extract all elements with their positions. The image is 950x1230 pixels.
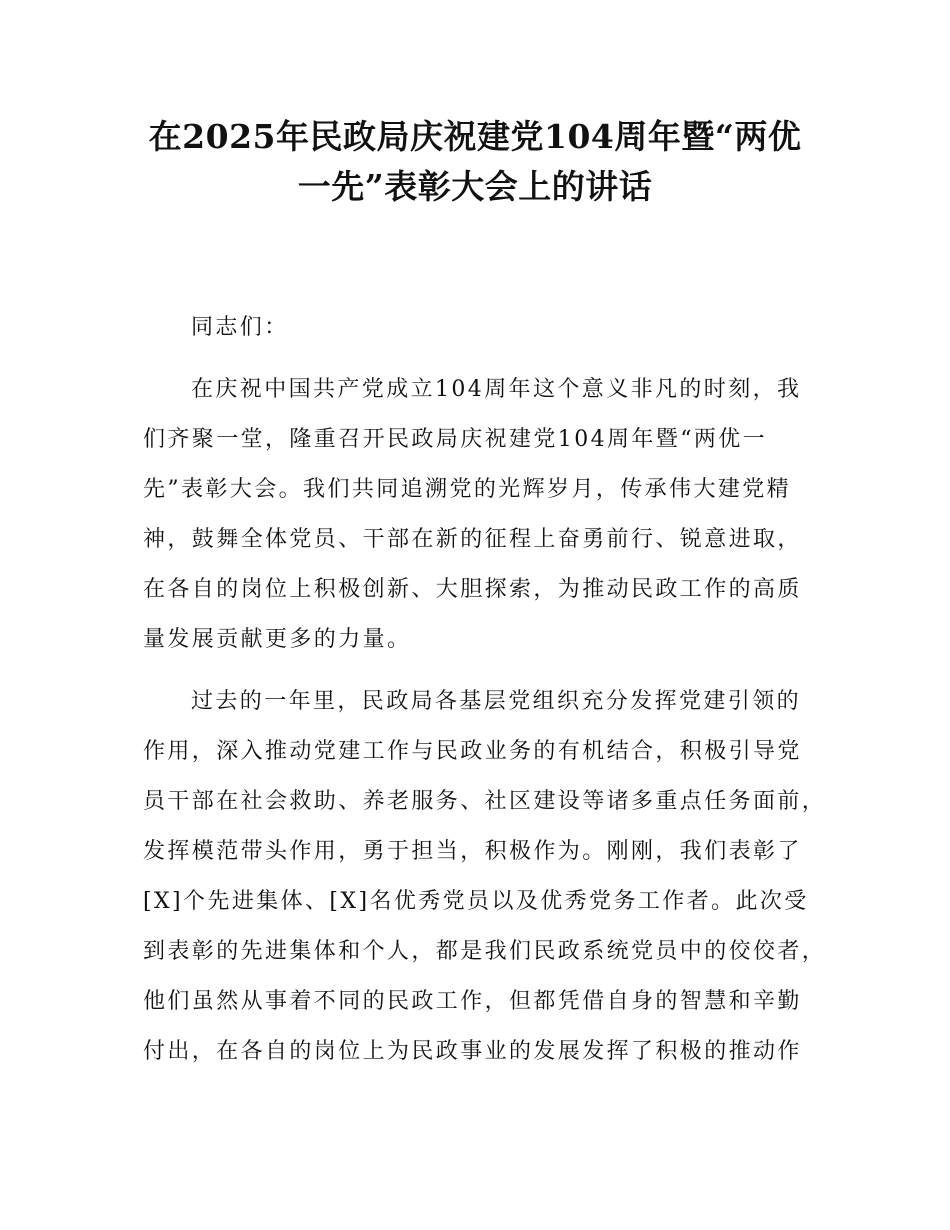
paragraph-line: 到表彰的先进集体和个人，都是我们民政系统党员中的佼佼者， bbox=[143, 939, 827, 964]
paragraph-gap bbox=[143, 356, 829, 368]
document-body bbox=[143, 306, 829, 1080]
paragraph-line: 们齐聚一堂，隆重召开民政局庆祝建党104周年暨“两优一 bbox=[143, 427, 768, 452]
paragraph-line: 员干部在社会救助、养老服务、社区建设等诸多重点任务面前， bbox=[143, 789, 827, 814]
paragraph-2 bbox=[143, 680, 829, 1080]
paragraph-line: 付出，在各自的岗位上为民政事业的发展发挥了积极的推动作 bbox=[143, 1039, 802, 1064]
paragraph-line: 发挥模范带头作用，勇于担当，积极作为。刚刚，我们表彰了 bbox=[143, 839, 802, 864]
title-line-1: 在2025年民政局庆祝建党104周年暨“两优 bbox=[148, 117, 802, 156]
paragraph-line: 先”表彰大会。我们共同追溯党的光辉岁月，传承伟大建党精 bbox=[143, 477, 792, 502]
paragraph-line: 作用，深入推动党建工作与民政业务的有机结合，积极引导党 bbox=[143, 739, 802, 764]
paragraph-1 bbox=[143, 368, 829, 668]
paragraph-line: 在各自的岗位上积极创新、大胆探索，为推动民政工作的高质 bbox=[143, 577, 802, 602]
paragraph-line: 在庆祝中国共产党成立104周年这个意义非凡的时刻，我 bbox=[191, 377, 802, 402]
paragraph-line: 神，鼓舞全体党员、干部在新的征程上奋勇前行、锐意进取， bbox=[143, 527, 802, 552]
paragraph-line: [X]个先进集体、[X]名优秀党员以及优秀党务工作者。此次受 bbox=[143, 889, 809, 914]
salutation: 同志们： bbox=[191, 315, 289, 340]
paragraph-gap bbox=[143, 668, 829, 680]
document-title bbox=[140, 112, 810, 212]
paragraph-line: 量发展贡献更多的力量。 bbox=[143, 627, 412, 652]
title-line-2: 一先”表彰大会上的讲话 bbox=[297, 167, 653, 206]
paragraph-line: 过去的一年里，民政局各基层党组织充分发挥党建引领的 bbox=[191, 689, 802, 714]
paragraph-line: 他们虽然从事着不同的民政工作，但都凭借自身的智慧和辛勤 bbox=[143, 989, 802, 1014]
